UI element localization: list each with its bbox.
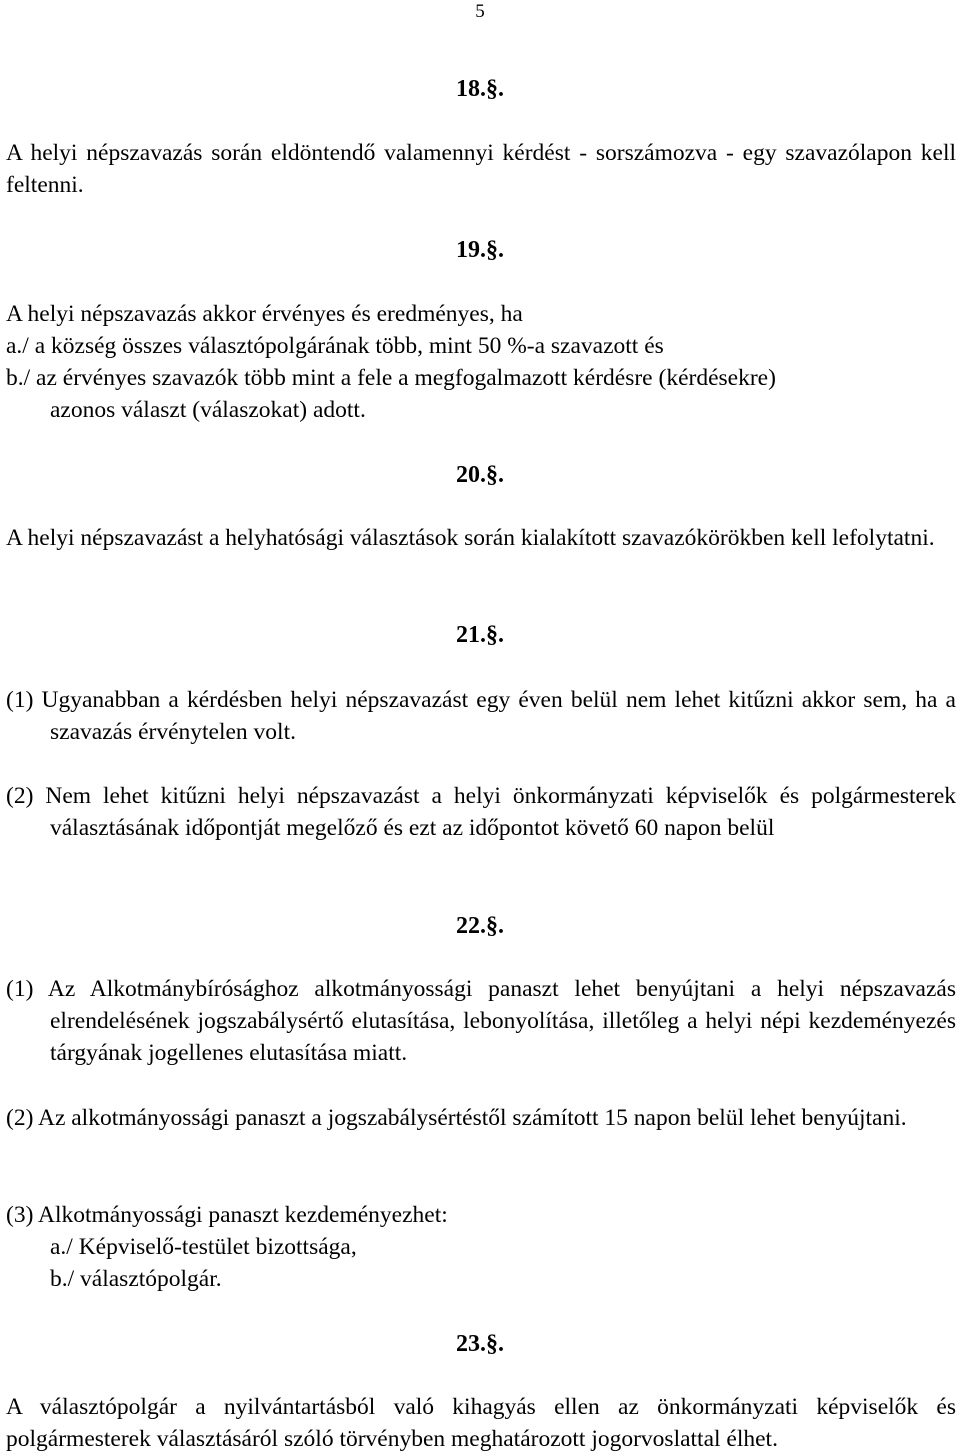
section-21-paragraph-2: (2) Nem lehet kitűzni helyi népszavazást a helyi önkormányzati képviselők és polgármesterek választásának időpontját megelőző és ezt az időpontot követő 60 napon belül <box>6 783 956 841</box>
section-21-paragraph-1: (1) Ugyanabban a kérdésben helyi népszavazást egy éven belül nem lehet kitűzni akkor sem, ha a szavazás érvénytelen volt. <box>6 687 956 745</box>
section-23-text: A választópolgár a nyilvántartásból való kihagyás ellen az önkormányzati képviselők és polgármesterek választásáról szóló törvényben meghatározott jogorvoslattal élhet. <box>6 1394 956 1452</box>
section-19-item-b-cont: azonos választ (válaszokat) adott. <box>50 397 366 423</box>
section-22-paragraph-2: (2) Az alkotmányossági panaszt a jogszabálysértéstől számított 15 napon belül lehet benyújtani. <box>6 1105 907 1131</box>
section-20-heading: 20.§. <box>456 462 504 488</box>
section-21-heading: 21.§. <box>456 622 504 648</box>
section-23-heading: 23.§. <box>456 1331 504 1357</box>
section-18-heading: 18.§. <box>456 76 504 102</box>
section-20-text: A helyi népszavazást a helyhatósági választások során kialakított szavazókörökben kell lefolytatni. <box>6 525 935 551</box>
section-19-heading: 19.§. <box>456 237 504 263</box>
section-19-item-a: a./ a község összes választópolgárának több, mint 50 %-a szavazott és <box>6 333 664 359</box>
page-number: 5 <box>475 1 485 22</box>
section-22-paragraph-3: (3) Alkotmányossági panaszt kezdeményezhet: <box>6 1202 448 1228</box>
section-22-heading: 22.§. <box>456 913 504 939</box>
section-22-item-a: a./ Képviselő-testület bizottsága, <box>50 1234 357 1260</box>
section-19-intro: A helyi népszavazás akkor érvényes és eredményes, ha <box>6 301 523 327</box>
section-19-item-b: b./ az érvényes szavazók több mint a fele a megfogalmazott kérdésre (kérdésekre) <box>6 365 776 391</box>
section-18-text: A helyi népszavazás során eldöntendő valamennyi kérdést - sorszámozva - egy szavazólapon kell feltenni. <box>6 140 956 198</box>
section-22-item-b: b./ választópolgár. <box>50 1266 222 1292</box>
section-22-paragraph-1: (1) Az Alkotmánybírósághoz alkotmányossági panaszt lehet benyújtani a helyi népszavazás elrendelésének jogszabálysértő elutasítása, lebonyolítása, illetőleg a helyi népi kezdeményezés tárgyának jogellenes elutasítása miatt. <box>6 976 956 1066</box>
